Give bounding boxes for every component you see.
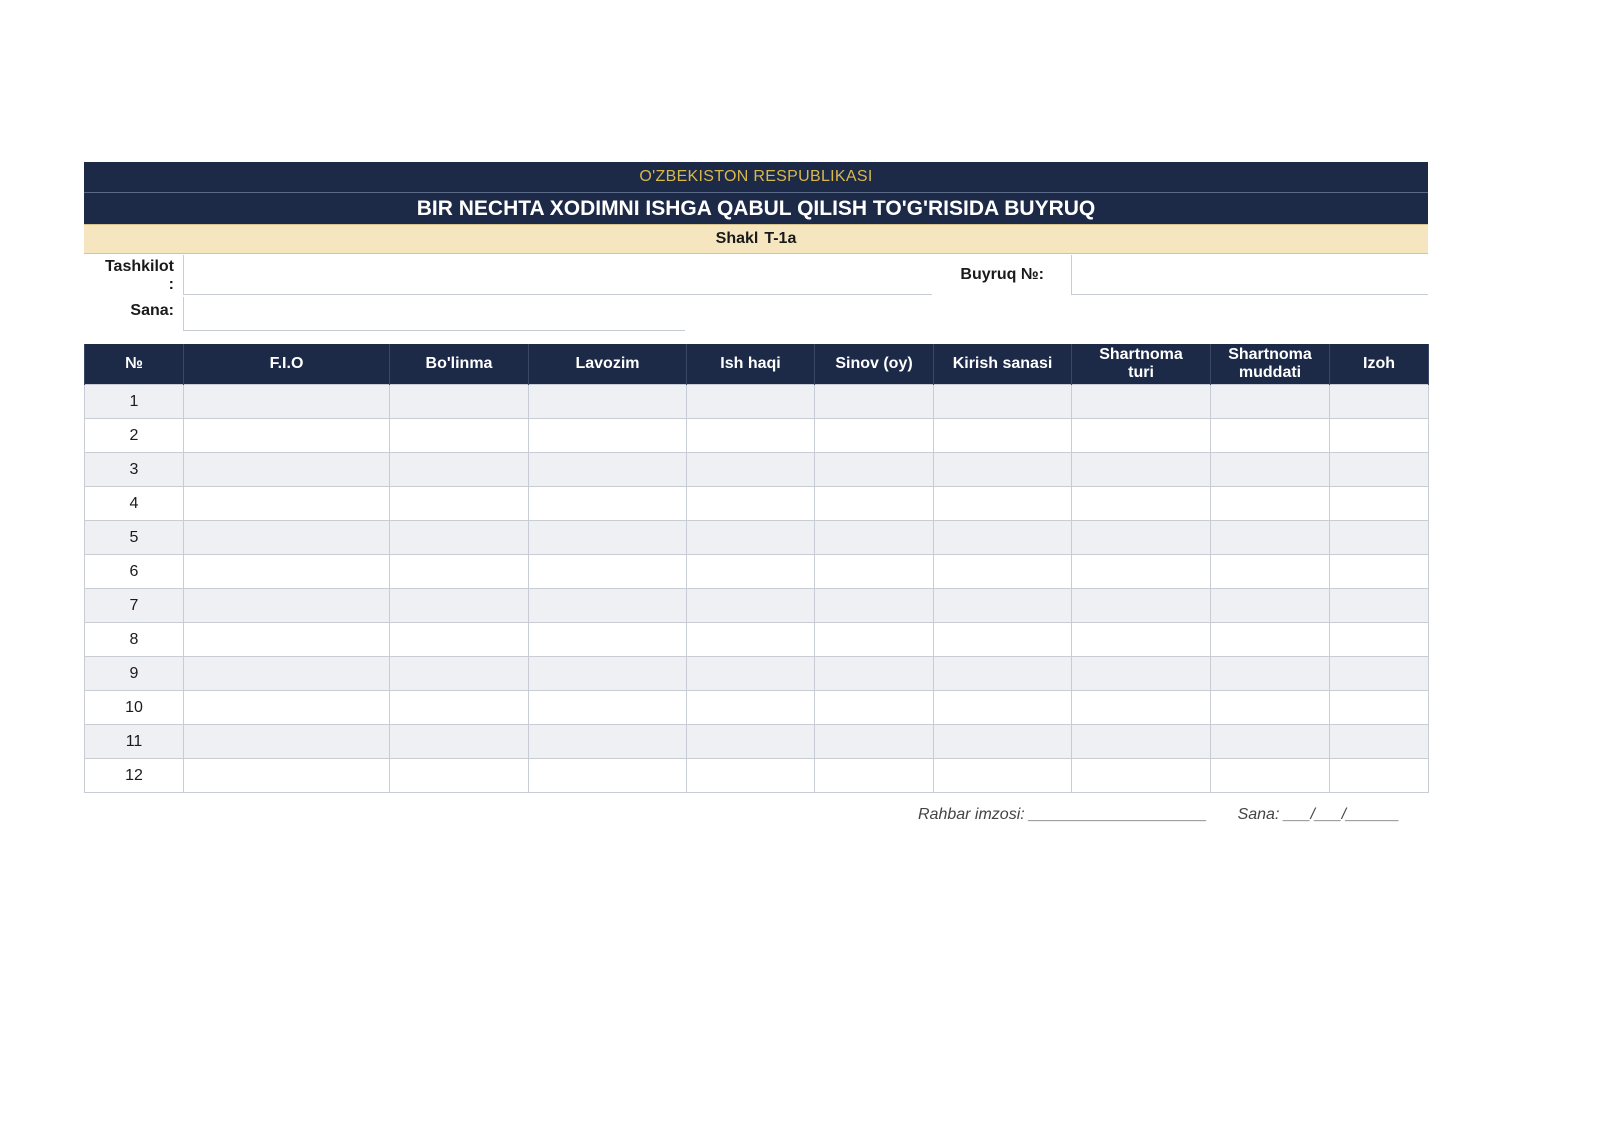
table-cell[interactable] [687,521,815,555]
column-header: Sinov (oy) [815,344,934,385]
table-cell[interactable] [1330,623,1429,657]
table-cell[interactable] [815,487,934,521]
table-cell[interactable] [390,521,529,555]
table-cell[interactable] [184,759,390,793]
table-cell[interactable] [1330,453,1429,487]
row-number: 12 [85,759,184,793]
table-cell[interactable] [815,453,934,487]
table-cell[interactable] [1211,521,1330,555]
table-cell[interactable] [390,589,529,623]
table-cell[interactable] [529,453,687,487]
table-cell[interactable] [687,487,815,521]
form-code: T-1a [764,230,797,247]
table-cell[interactable] [390,691,529,725]
table-cell[interactable] [1330,487,1429,521]
order-number-label: Buyruq №: [960,266,1044,283]
table-cell[interactable] [1330,419,1429,453]
order-meta [84,254,1428,344]
row-number: 2 [85,419,184,453]
table-header-row [85,344,1429,385]
country-banner [84,162,1428,193]
table-cell[interactable] [1330,589,1429,623]
table-cell[interactable] [529,725,687,759]
table-cell[interactable] [815,419,934,453]
table-cell[interactable] [1211,589,1330,623]
table-cell[interactable] [1072,691,1211,725]
table-cell[interactable] [815,691,934,725]
order-number-field[interactable] [1071,255,1428,295]
table-cell[interactable] [1330,691,1429,725]
table-cell[interactable] [687,385,815,419]
table-cell[interactable] [1072,555,1211,589]
table-cell[interactable] [184,725,390,759]
table-cell[interactable] [1072,487,1211,521]
row-number: 11 [85,725,184,759]
table-cell[interactable] [529,419,687,453]
signature-date-line[interactable]: Sana: ___/___/______ [1237,806,1400,823]
table-cell[interactable] [934,589,1072,623]
table-cell[interactable] [529,589,687,623]
table-cell[interactable] [184,453,390,487]
table-cell[interactable] [390,725,529,759]
table-cell[interactable] [1211,487,1330,521]
row-number: 1 [85,385,184,419]
table-cell[interactable] [184,657,390,691]
row-number: 9 [85,657,184,691]
table-cell[interactable] [934,623,1072,657]
column-header: Ish haqi [687,344,815,385]
column-header: Shartnoma turi [1072,344,1211,385]
table-cell[interactable] [934,725,1072,759]
table-cell[interactable] [815,555,934,589]
table-cell[interactable] [815,521,934,555]
table-cell[interactable] [390,487,529,521]
table-row [85,453,1429,487]
table-cell[interactable] [687,725,815,759]
row-number: 8 [85,623,184,657]
table-cell[interactable] [390,759,529,793]
table-cell[interactable] [815,623,934,657]
table-cell[interactable] [390,385,529,419]
table-row [85,487,1429,521]
manager-signature-line[interactable]: Rahbar imzosi: ____________________ [918,806,1208,823]
table-cell[interactable] [1211,555,1330,589]
table-cell[interactable] [1211,385,1330,419]
order-form [84,162,1428,793]
table-cell[interactable] [1072,759,1211,793]
table-cell[interactable] [184,385,390,419]
column-header: № [85,344,184,385]
document-title: BIR NECHTA XODIMNI ISHGA QABUL QILISH TO'G'RISIDA BUYRUQ [416,196,1096,220]
table-cell[interactable] [815,385,934,419]
table-cell[interactable] [815,725,934,759]
form-prefix: Shakl [715,230,759,247]
table-cell[interactable] [934,385,1072,419]
table-cell[interactable] [184,487,390,521]
table-cell[interactable] [934,759,1072,793]
table-cell[interactable] [1072,623,1211,657]
column-header: Bo'linma [390,344,529,385]
table-cell[interactable] [1211,725,1330,759]
table-cell[interactable] [687,657,815,691]
table-cell[interactable] [687,623,815,657]
table-cell[interactable] [529,759,687,793]
table-cell[interactable] [390,657,529,691]
table-cell[interactable] [390,623,529,657]
table-cell[interactable] [687,691,815,725]
date-field[interactable] [183,297,685,331]
employees-table [84,344,1429,793]
row-number: 5 [85,521,184,555]
table-row [85,521,1429,555]
table-cell[interactable] [815,589,934,623]
table-cell[interactable] [184,589,390,623]
table-cell[interactable] [934,419,1072,453]
table-cell[interactable] [529,657,687,691]
table-cell[interactable] [934,521,1072,555]
table-cell[interactable] [934,691,1072,725]
table-cell[interactable] [1330,725,1429,759]
table-row [85,385,1429,419]
table-row [85,657,1429,691]
table-cell[interactable] [529,691,687,725]
table-cell[interactable] [1330,521,1429,555]
table-cell[interactable] [1211,623,1330,657]
country-name: O'ZBEKISTON RESPUBLIKASI [639,168,873,185]
column-header: Shartnoma muddati [1211,344,1330,385]
column-header: Lavozim [529,344,687,385]
table-cell[interactable] [934,555,1072,589]
table-cell[interactable] [1330,555,1429,589]
table-cell[interactable] [529,521,687,555]
table-cell[interactable] [687,419,815,453]
table-cell[interactable] [184,419,390,453]
table-cell[interactable] [1211,419,1330,453]
table-cell[interactable] [1072,589,1211,623]
table-cell[interactable] [390,555,529,589]
row-number: 3 [85,453,184,487]
table-cell[interactable] [184,623,390,657]
column-header: F.I.O [184,344,390,385]
table-cell[interactable] [1072,453,1211,487]
row-number: 6 [85,555,184,589]
table-cell[interactable] [1072,521,1211,555]
table-cell[interactable] [1211,759,1330,793]
table-cell[interactable] [815,657,934,691]
table-row [85,725,1429,759]
table-row [85,589,1429,623]
table-cell[interactable] [1330,759,1429,793]
table-cell[interactable] [934,657,1072,691]
column-header: Kirish sanasi [934,344,1072,385]
organization-label: Tashkilot : [104,258,174,293]
table-cell[interactable] [1072,419,1211,453]
table-cell[interactable] [184,691,390,725]
table-cell[interactable] [1330,385,1429,419]
table-cell[interactable] [1211,691,1330,725]
table-cell[interactable] [1072,385,1211,419]
table-cell[interactable] [1211,657,1330,691]
table-cell[interactable] [390,453,529,487]
table-cell[interactable] [184,521,390,555]
table-cell[interactable] [529,555,687,589]
table-cell[interactable] [529,623,687,657]
table-cell[interactable] [934,453,1072,487]
table-cell[interactable] [529,487,687,521]
table-cell[interactable] [390,419,529,453]
signature-footer [918,806,1400,824]
table-row [85,419,1429,453]
column-header: Izoh [1330,344,1429,385]
table-cell[interactable] [687,453,815,487]
document-title-banner [84,193,1428,224]
table-row [85,691,1429,725]
table-cell[interactable] [184,555,390,589]
table-cell[interactable] [1330,657,1429,691]
table-cell[interactable] [934,487,1072,521]
row-number: 10 [85,691,184,725]
row-number: 4 [85,487,184,521]
table-row [85,623,1429,657]
table-cell[interactable] [1072,657,1211,691]
table-row [85,759,1429,793]
table-cell[interactable] [687,759,815,793]
table-cell[interactable] [529,385,687,419]
organization-field[interactable] [183,255,932,295]
date-label: Sana: [130,302,174,319]
table-cell[interactable] [687,555,815,589]
row-number: 7 [85,589,184,623]
table-cell[interactable] [687,589,815,623]
table-cell[interactable] [1072,725,1211,759]
table-row [85,555,1429,589]
table-cell[interactable] [815,759,934,793]
form-code-banner [84,224,1428,254]
table-cell[interactable] [1211,453,1330,487]
